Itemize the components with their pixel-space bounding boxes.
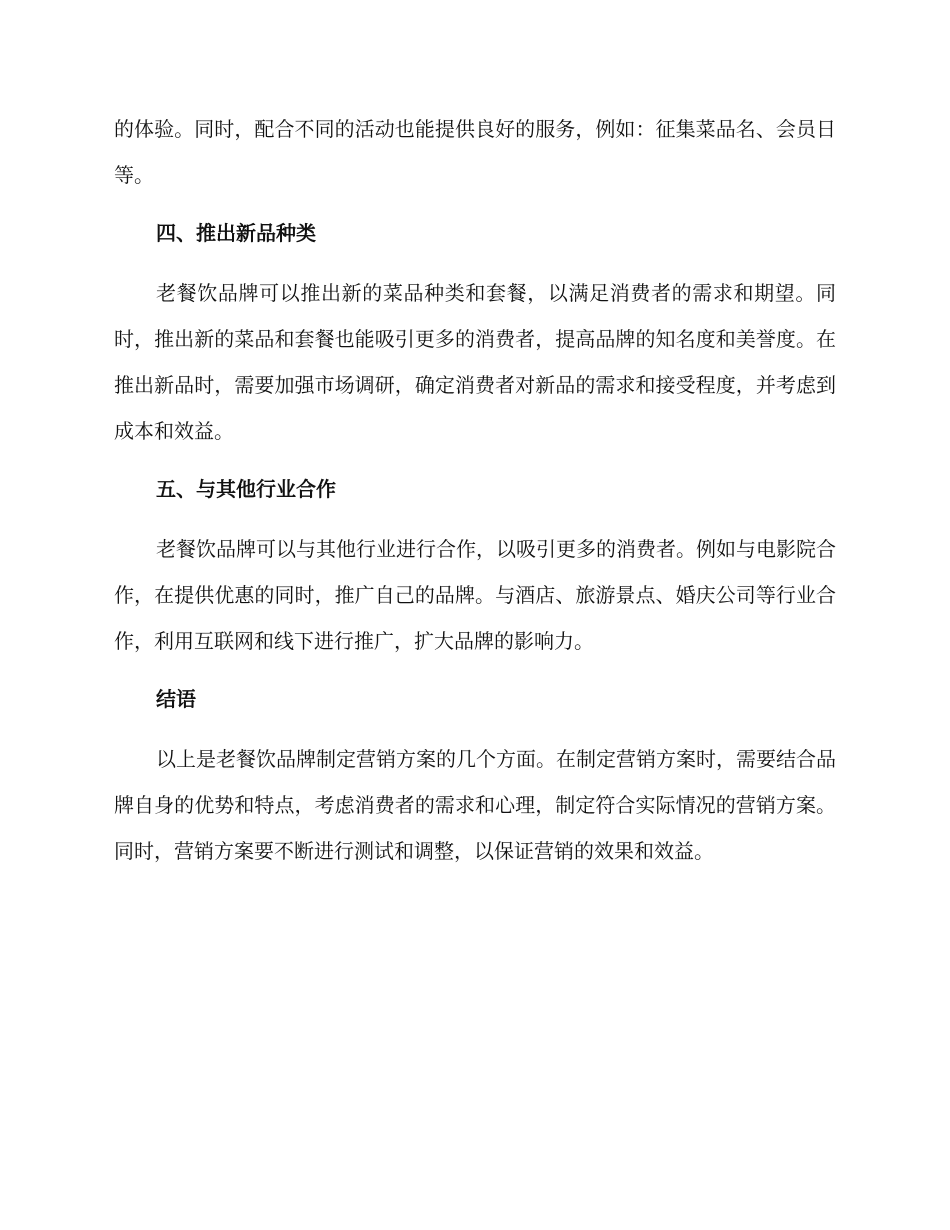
paragraph-continued: 的体验。同时，配合不同的活动也能提供良好的服务，例如：征集菜品名、会员日等。 bbox=[114, 117, 836, 187]
section-heading-conclusion: 结语 bbox=[156, 687, 196, 711]
paragraph-cooperation: 老餐饮品牌可以与其他行业进行合作，以吸引更多的消费者。例如与电影院合作，在提供优惠的同时，推广自己的品牌。与酒店、旅游景点、婚庆公司等行业合作，利用互联网和线下进行推广，扩大品牌的影响力。 bbox=[114, 537, 836, 653]
section-heading-4: 四、推出新品种类 bbox=[156, 221, 316, 245]
paragraph-new-products: 老餐饮品牌可以推出新的菜品种类和套餐，以满足消费者的需求和期望。同时，推出新的菜品和套餐也能吸引更多的消费者，提高品牌的知名度和美誉度。在推出新品时，需要加强市场调研，确定消费者对新品的需求和接受程度，并考虑到成本和效益。 bbox=[114, 281, 836, 443]
paragraph-conclusion: 以上是老餐饮品牌制定营销方案的几个方面。在制定营销方案时，需要结合品牌自身的优势和特点，考虑消费者的需求和心理，制定符合实际情况的营销方案。同时，营销方案要不断进行测试和调整，以保证营销的效果和效益。 bbox=[114, 747, 836, 863]
section-heading-5: 五、与其他行业合作 bbox=[156, 477, 336, 501]
